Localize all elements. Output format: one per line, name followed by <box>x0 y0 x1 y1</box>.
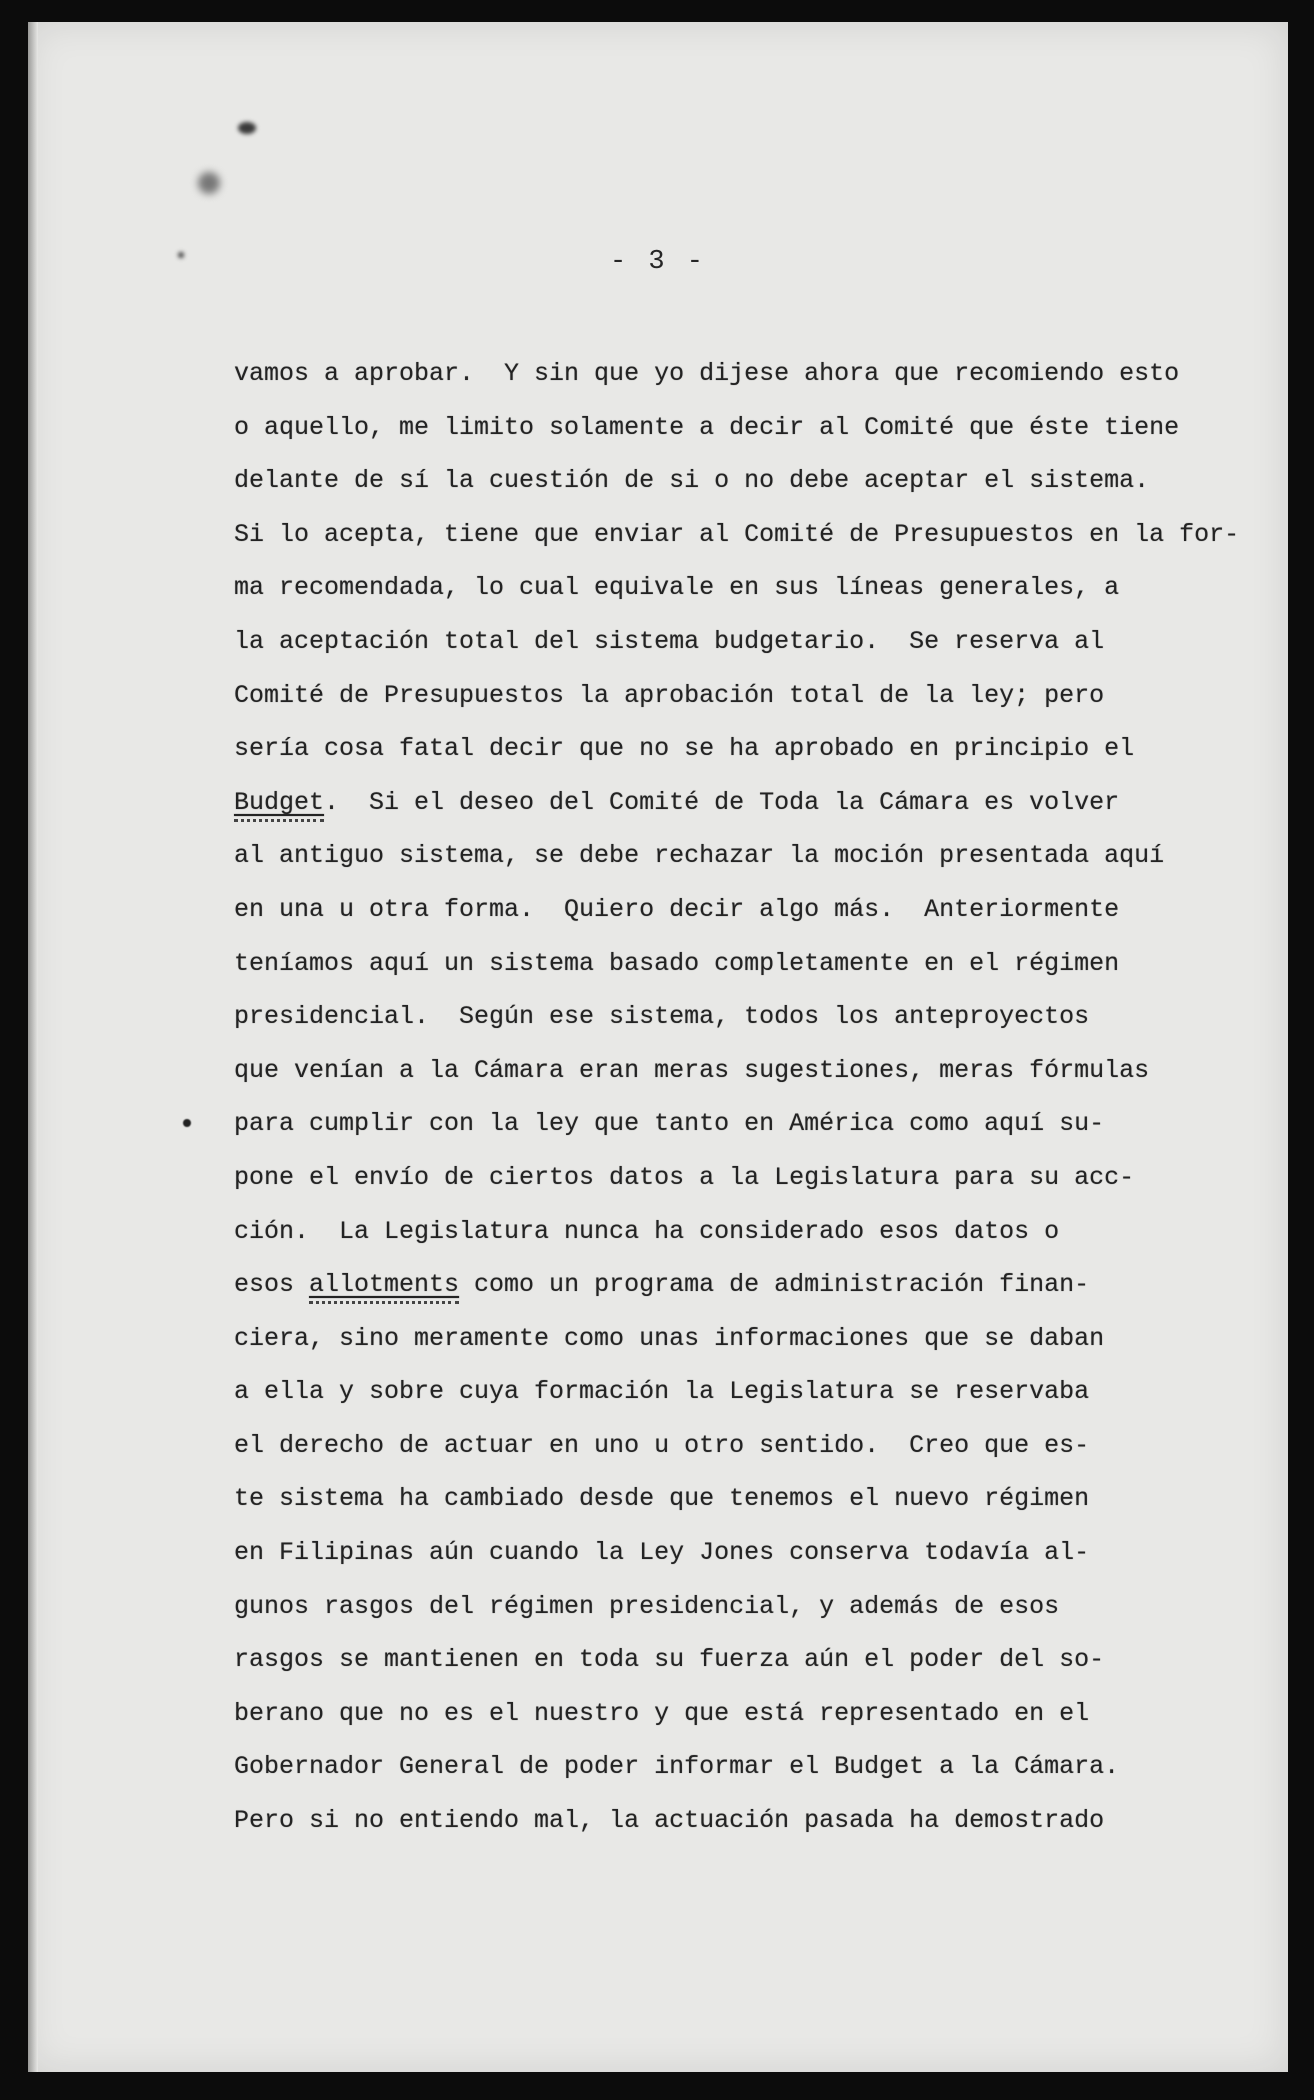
page-edge-shadow <box>28 22 38 2072</box>
text-segment: delante de sí la cuestión de si o no debe aceptar el sistema. <box>234 466 1150 496</box>
text-segment: . Si el deseo del Comité de Toda la Cámara es volver <box>324 787 1120 817</box>
text-line <box>234 1472 1274 1526</box>
text-segment: para cumplir con la ley que tanto en América como aquí su- <box>234 1109 1105 1139</box>
text-segment: teníamos aquí un sistema basado completamente en el régimen <box>234 948 1120 978</box>
text-segment: Pero si no entiendo mal, la actuación pasada ha demostrado <box>234 1806 1105 1836</box>
text-segment: el derecho de actuar en uno u otro sentido. Creo que es- <box>234 1430 1090 1460</box>
text-segment: pone el envío de ciertos datos a la Legislatura para su acc- <box>234 1162 1135 1192</box>
text-segment: que venían a la Cámara eran meras sugestiones, meras fórmulas <box>234 1055 1150 1085</box>
text-segment: en una u otra forma. Quiero decir algo más. Anteriormente <box>234 894 1120 924</box>
text-segment: Si lo acepta, tiene que enviar al Comité de Presupuestos en la for- <box>234 519 1240 549</box>
text-line <box>234 1687 1274 1741</box>
text-line <box>234 1258 1274 1312</box>
text-segment: ciera, sino meramente como unas informaciones que se daban <box>234 1323 1105 1353</box>
text-segment: gunos rasgos del régimen presidencial, y además de esos <box>234 1591 1060 1621</box>
text-segment: la aceptación total del sistema budgetario. Se reserva al <box>234 626 1105 656</box>
text-line <box>234 1205 1274 1259</box>
text-line <box>234 508 1274 562</box>
typed-body-text <box>234 347 1274 1848</box>
text-segment: presidencial. Según ese sistema, todos los anteproyectos <box>234 1002 1090 1032</box>
text-segment: berano que no es el nuestro y que está representado en el <box>234 1698 1090 1728</box>
text-line <box>234 669 1274 723</box>
ink-smudge <box>238 122 256 134</box>
text-line <box>234 401 1274 455</box>
ink-dot <box>183 1119 191 1127</box>
text-segment: Gobernador General de poder informar el Budget a la Cámara. <box>234 1752 1120 1782</box>
text-line <box>234 1151 1274 1205</box>
text-line <box>234 1740 1274 1794</box>
underlined-term-allotments: allotments <box>309 1270 459 1304</box>
text-segment: como un programa de administración finan- <box>459 1270 1090 1300</box>
text-line <box>234 1633 1274 1687</box>
text-line <box>234 454 1274 508</box>
underlined-term-budget: Budget <box>234 788 324 822</box>
page-number: - 3 - <box>609 247 706 277</box>
text-line <box>234 990 1274 1044</box>
text-line <box>234 722 1274 776</box>
text-line <box>234 1794 1274 1848</box>
text-segment: rasgos se mantienen en toda su fuerza aún el poder del so- <box>234 1645 1105 1675</box>
text-line <box>234 561 1274 615</box>
text-segment: a ella y sobre cuya formación la Legislatura se reservaba <box>234 1377 1090 1407</box>
text-segment: ción. La Legislatura nunca ha considerado esos datos o <box>234 1216 1060 1246</box>
text-segment: vamos a aprobar. Y sin que yo dijese ahora que recomiendo esto <box>234 359 1180 388</box>
text-line <box>234 1312 1274 1366</box>
text-segment: ma recomendada, lo cual equivale en sus líneas generales, a <box>234 573 1120 603</box>
document-page <box>28 22 1288 2072</box>
text-segment: al antiguo sistema, se debe rechazar la moción presentada aquí <box>234 841 1165 871</box>
text-line <box>234 615 1274 669</box>
text-line <box>234 829 1274 883</box>
text-line <box>234 1419 1274 1473</box>
text-line <box>234 1580 1274 1634</box>
text-line <box>234 1044 1274 1098</box>
ink-smudge <box>198 172 220 194</box>
text-segment: en Filipinas aún cuando la Ley Jones conserva todavía al- <box>234 1538 1090 1568</box>
text-line <box>234 776 1274 830</box>
text-segment: Comité de Presupuestos la aprobación total de la ley; pero <box>234 680 1105 710</box>
text-line <box>234 1097 1274 1151</box>
text-line <box>234 1365 1274 1419</box>
text-line <box>234 1526 1274 1580</box>
text-line <box>234 883 1274 937</box>
text-segment: o aquello, me limito solamente a decir al Comité que éste tiene <box>234 412 1180 442</box>
text-segment: esos <box>234 1270 310 1300</box>
text-line <box>234 347 1274 401</box>
text-segment: sería cosa fatal decir que no se ha aprobado en principio el <box>234 734 1135 764</box>
text-segment: te sistema ha cambiado desde que tenemos el nuevo régimen <box>234 1484 1090 1514</box>
text-line <box>234 937 1274 991</box>
